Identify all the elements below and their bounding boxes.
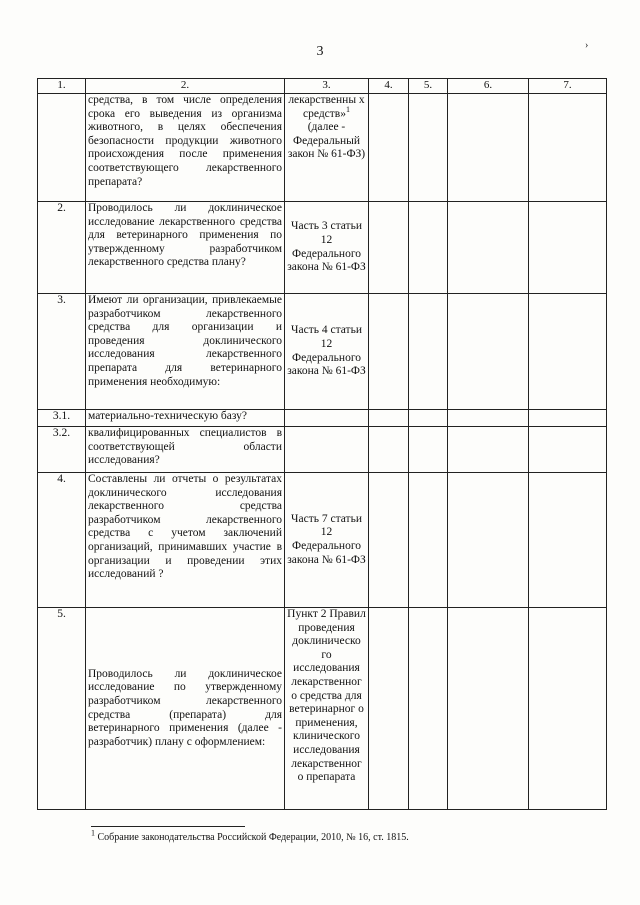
- header-cell-7: 7.: [529, 79, 607, 94]
- table-header-row: [38, 79, 607, 94]
- row-number: 3.: [38, 294, 86, 410]
- row-reference: Часть 7 статьи 12 Федерального закона № 61-ФЗ: [285, 473, 369, 608]
- empty-cell: [448, 427, 529, 473]
- empty-cell: [409, 410, 448, 427]
- table-row: [38, 473, 607, 608]
- footnote-divider: [91, 826, 245, 827]
- row-number: [38, 94, 86, 202]
- corner-mark: ›: [585, 40, 589, 51]
- empty-cell: [409, 202, 448, 294]
- empty-cell: [529, 608, 607, 810]
- reference-tail: (далее - Федеральный закон № 61-ФЗ): [287, 121, 366, 161]
- row-reference: [285, 94, 369, 202]
- empty-cell: [448, 202, 529, 294]
- header-cell-3: 3.: [285, 79, 369, 94]
- header-cell-4: 4.: [369, 79, 409, 94]
- empty-cell: [448, 94, 529, 202]
- empty-cell: [529, 473, 607, 608]
- table-row: [38, 202, 607, 294]
- header-cell-6: 6.: [448, 79, 529, 94]
- empty-cell: [529, 94, 607, 202]
- empty-cell: [529, 202, 607, 294]
- row-reference: Часть 4 статьи 12 Федерального закона № 61-ФЗ: [285, 294, 369, 410]
- header-cell-1: 1.: [38, 79, 86, 94]
- empty-cell: [448, 294, 529, 410]
- row-reference: Пункт 2 Правил проведения доклиническо го исследования лекарственног о средства для ветеринарног о применения, клинического исследования лекарственног о препарата: [285, 608, 369, 810]
- header-cell-2: 2.: [86, 79, 285, 94]
- footnote-text: Собрание законодательства Российской Федерации, 2010, № 16, ст. 1815.: [95, 832, 409, 843]
- empty-cell: [369, 202, 409, 294]
- empty-cell: [409, 294, 448, 410]
- empty-cell: [448, 608, 529, 810]
- header-cell-5: 5.: [409, 79, 448, 94]
- footnote: [91, 828, 409, 843]
- row-reference: [285, 410, 369, 427]
- row-question: Имеют ли организации, привлекаемые разработчиком лекарственного средства для организации и проведения доклинического исследования лекарственного препарата для ветеринарного применения необходимую:: [86, 294, 285, 410]
- empty-cell: [448, 473, 529, 608]
- table-row: [38, 608, 607, 810]
- footnote-marker: 1: [345, 104, 350, 114]
- empty-cell: [529, 427, 607, 473]
- empty-cell: [369, 427, 409, 473]
- row-reference: Часть 3 статьи 12 Федерального закона № 61-ФЗ: [285, 202, 369, 294]
- row-question: Составлены ли отчеты о результатах доклинического исследования лекарственного средства разработчиком лекарственного средства с учетом заключений организаций, принимавших участие в организации и проведении этих исследований ?: [86, 473, 285, 608]
- row-number: 3.2.: [38, 427, 86, 473]
- empty-cell: [409, 473, 448, 608]
- table-row: [38, 294, 607, 410]
- checklist-table: [37, 78, 607, 810]
- row-question: Проводилось ли доклиническое исследование по утвержденному разработчиком лекарственного средства (препарата) для ветеринарного применения (далее - разработчик) плану с оформлением:: [86, 608, 285, 810]
- table-row: [38, 94, 607, 202]
- empty-cell: [369, 473, 409, 608]
- row-number: 3.1.: [38, 410, 86, 427]
- reference-text: лекарственны х средств»: [288, 94, 365, 120]
- empty-cell: [409, 94, 448, 202]
- empty-cell: [529, 294, 607, 410]
- empty-cell: [409, 608, 448, 810]
- empty-cell: [369, 294, 409, 410]
- empty-cell: [369, 94, 409, 202]
- row-number: 4.: [38, 473, 86, 608]
- empty-cell: [529, 410, 607, 427]
- table-row: [38, 410, 607, 427]
- row-question: Проводилось ли доклиническое исследование лекарственного средства для ветеринарного применения по утвержденному разработчиком лекарственного средства плану?: [86, 202, 285, 294]
- row-question: средства, в том числе определения срока его выведения из организма животного, в целях обеспечения безопасности продукции животного происхождения после применения соответствующего лекарственного препарата?: [86, 94, 285, 202]
- empty-cell: [369, 410, 409, 427]
- row-number: 2.: [38, 202, 86, 294]
- empty-cell: [369, 608, 409, 810]
- page-number: 3: [316, 44, 324, 59]
- row-question: квалифицированных специалистов в соответствующей области исследования?: [86, 427, 285, 473]
- footnote-mark: 1: [91, 828, 95, 838]
- row-number: 5.: [38, 608, 86, 810]
- row-reference: [285, 427, 369, 473]
- row-question: материально-техническую базу?: [86, 410, 285, 427]
- table-row: [38, 427, 607, 473]
- empty-cell: [448, 410, 529, 427]
- empty-cell: [409, 427, 448, 473]
